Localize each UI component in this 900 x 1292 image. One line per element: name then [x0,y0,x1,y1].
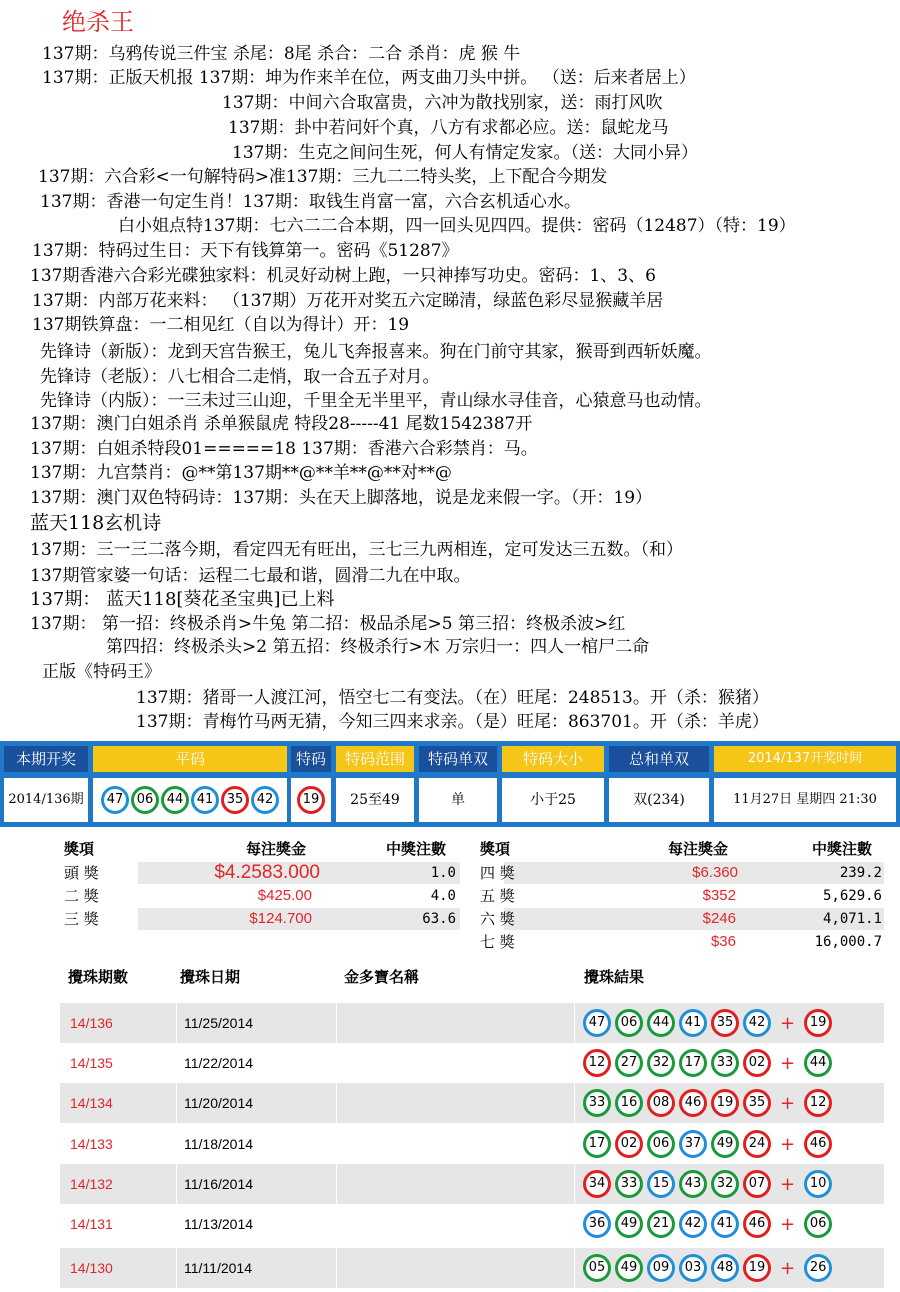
text-line: 137期：中间六合取富贵，六冲为散找别家，送：雨打风吹 [222,93,663,113]
lottery-ball: 42 [251,786,279,814]
prize-header-amount: 每注獎金 [668,840,729,858]
lottery-ball: 46 [679,1089,707,1117]
lottery-ball: 33 [615,1170,643,1198]
results-balls [581,1130,834,1158]
text-line: 137期：猪哥一人渡江河，悟空七二有变法。（在）旺尾：248513。开（杀：猴猪） [136,688,769,708]
lottery-ball: 35 [743,1089,771,1117]
lottery-ball: 35 [221,786,249,814]
results-balls [581,1210,834,1238]
draw-special-ball [291,778,331,822]
results-header-result: 攪珠結果 [584,968,645,986]
column-divider [336,1248,337,1288]
column-divider [176,1003,177,1043]
lottery-ball: 08 [647,1089,675,1117]
lottery-ball: 06 [647,1130,675,1158]
results-date: 11/18/2014 [184,1136,254,1152]
results-date: 11/11/2014 [184,1260,252,1276]
lottery-ball: 32 [711,1170,739,1198]
draw-sum: 双(234) [609,778,709,822]
draw-header: 总和单双 [609,746,709,772]
results-date: 11/16/2014 [184,1176,254,1192]
draw-range: 25至49 [336,778,414,822]
results-issue: 14/132 [70,1176,113,1192]
plus-icon: + [780,1012,796,1034]
draw-header: 本期开奖 [4,746,88,772]
lottery-ball: 06 [615,1009,643,1037]
plus-icon: + [780,1052,796,1074]
prize-amount: $246 [702,910,736,927]
column-divider [336,1083,337,1123]
prize-header-item: 獎項 [64,840,95,858]
column-divider [336,1204,337,1244]
prize-header-count: 中獎注數 [386,840,447,858]
text-line: 137期：香港一句定生肖！137期：取钱生肖富一富，六合玄机适心水。 [40,192,581,212]
text-line: 137期管家婆一句话：运程二七最和谐，圆滑二九在中取。 [30,566,471,586]
plus-icon: + [780,1257,796,1279]
column-divider [336,1124,337,1164]
text-line: 137期：九宫禁肖：@**第137期**@**羊**@**对**@ [30,463,452,483]
text-line: 137期：卦中若问奸个真，八方有求都必应。送：鼠蛇龙马 [228,118,669,138]
lottery-ball: 24 [743,1130,771,1158]
lottery-ball: 47 [101,786,129,814]
column-divider [176,1164,177,1204]
results-balls [581,1170,834,1198]
results-balls [581,1089,834,1117]
results-row [60,1043,884,1083]
lottery-ball: 02 [743,1049,771,1077]
text-line: 137期： 第一招：终极杀肖>牛兔 第二招：极品杀尾>5 第三招：终极杀波>红 [30,614,626,634]
lottery-ball: 09 [647,1254,675,1282]
lottery-ball: 47 [583,1009,611,1037]
results-row [60,1083,884,1123]
lottery-ball: 07 [743,1170,771,1198]
text-line: 137期铁算盘：一二相见红（自以为得计）开：19 [32,315,410,335]
prize-amount: $36 [710,933,736,950]
column-divider [336,1003,337,1043]
results-date: 11/25/2014 [184,1015,254,1031]
text-line: 137期：特码过生日：天下有钱算第一。密码《51287》 [32,241,459,261]
text-line: 白小姐点特137期：七六二二合本期，四一回头见四四。提供：密码（12487）（特：19） [118,216,796,236]
results-date: 11/22/2014 [184,1055,254,1071]
results-issue: 14/134 [70,1095,113,1111]
results-header-issue: 攪珠期數 [68,968,129,986]
lottery-ball: 44 [161,786,189,814]
page-title: 绝杀王 [62,8,134,36]
text-line: 137期：澳门白姐杀肖 杀单猴鼠虎 特段28-----41 尾数1542387开 [30,414,533,434]
prize-count: 1.0 [430,865,456,881]
column-divider [176,1124,177,1164]
results-row [60,1003,884,1043]
lottery-ball: 21 [647,1210,675,1238]
lottery-ball: 41 [191,786,219,814]
draw-time: 11月27日 星期四 21:30 [714,778,896,822]
draw-regular-balls [93,778,287,822]
prize-name: 四 獎 [480,864,515,882]
lottery-ball: 32 [647,1049,675,1077]
prize-count: 63.6 [422,911,456,927]
draw-table [0,741,900,827]
column-divider [176,1083,177,1123]
prize-name: 五 獎 [480,887,515,905]
lottery-ball: 36 [583,1210,611,1238]
lottery-ball: 05 [583,1254,611,1282]
lottery-ball: 42 [679,1210,707,1238]
draw-header: 特码单双 [419,746,497,772]
lottery-ball: 03 [679,1254,707,1282]
results-row [60,1124,884,1164]
column-divider [574,1083,575,1123]
plus-icon: + [780,1133,796,1155]
prize-amount: $352 [702,887,736,904]
prize-count: 239.2 [839,865,882,881]
text-line: 第四招：终极杀头>2 第五招：终极杀行>木 万宗归一：四人一棺尸二命 [106,637,650,657]
text-line: 137期：正版天机报 137期：坤为作来羊在位，两支曲刀头中拼。 （送：后来者居上） [42,68,696,88]
lottery-ball: 17 [583,1130,611,1158]
draw-header: 特码 [291,746,331,772]
prize-header-count: 中獎注數 [812,840,873,858]
prize-name: 頭 獎 [64,864,99,882]
lottery-ball: 12 [804,1089,832,1117]
lottery-ball: 16 [615,1089,643,1117]
results-balls [581,1009,834,1037]
lottery-ball: 44 [647,1009,675,1037]
lottery-ball: 37 [679,1130,707,1158]
column-divider [574,1204,575,1244]
text-line: 蓝天118玄机诗 [30,512,162,534]
prize-count: 4,071.1 [822,911,882,927]
text-line: 先锋诗（老版）：八七相合二走悄，取一合五子对月。 [40,367,440,387]
lottery-ball: 02 [615,1130,643,1158]
results-header-jackpot: 金多寶名稱 [344,968,420,986]
column-divider [574,1164,575,1204]
lottery-ball: 49 [615,1210,643,1238]
column-divider [574,1003,575,1043]
lottery-ball: 26 [804,1254,832,1282]
text-line: 137期：乌鸦传说三件宝 杀尾：8尾 杀合：二合 杀肖：虎 猴 牛 [42,44,521,64]
column-divider [336,1043,337,1083]
prize-amount: $4.2583.000 [214,862,320,883]
lottery-ball: 48 [711,1254,739,1282]
lottery-ball: 06 [804,1210,832,1238]
lottery-ball: 46 [804,1130,832,1158]
lottery-ball: 33 [711,1049,739,1077]
results-row [60,1164,884,1204]
results-balls [581,1049,834,1077]
draw-odd-even: 单 [419,778,497,822]
lottery-ball: 33 [583,1089,611,1117]
prize-name: 六 獎 [480,910,515,928]
column-divider [176,1204,177,1244]
results-issue: 14/136 [70,1015,113,1031]
draw-header: 特码范围 [336,746,414,772]
lottery-ball: 19 [804,1009,832,1037]
plus-icon: + [780,1213,796,1235]
prize-amount: $6.360 [692,864,738,881]
lottery-ball: 49 [615,1254,643,1282]
draw-header: 特码大小 [502,746,604,772]
prize-amount: $124.700 [249,910,312,927]
results-issue: 14/133 [70,1136,113,1152]
lottery-ball: 41 [679,1009,707,1037]
text-line: 137期： 蓝天118[葵花圣宝典]已上料 [30,589,335,610]
text-line: 137期：六合彩<一句解特码>准137期：三九二二特头奖，上下配合今期发 [38,167,608,187]
text-line: 137期：青梅竹马两无猜，今知三四来求亲。（是）旺尾：863701。开（杀：羊虎） [136,712,769,732]
prize-header-item: 獎項 [480,840,511,858]
results-row [60,1248,884,1288]
column-divider [574,1043,575,1083]
column-divider [574,1248,575,1288]
lottery-ball: 35 [711,1009,739,1037]
lottery-ball: 10 [804,1170,832,1198]
prize-count: 5,629.6 [822,888,882,904]
column-divider [176,1248,177,1288]
plus-icon: + [780,1092,796,1114]
lottery-ball: 15 [647,1170,675,1198]
text-line: 137期香港六合彩光碟独家料：机灵好动树上跑，一只神捧写功史。密码：1、3、6 [30,266,656,286]
lottery-ball: 43 [679,1170,707,1198]
lottery-ball: 19 [297,786,325,814]
lottery-ball: 46 [743,1210,771,1238]
results-header-date: 攪珠日期 [180,968,241,986]
results-date: 11/13/2014 [184,1216,254,1232]
prize-count: 16,000.7 [814,934,882,950]
results-issue: 14/131 [70,1216,113,1232]
prize-name: 三 獎 [64,910,99,928]
draw-header: 平码 [93,746,287,772]
text-line: 137期：三一三二落今期，看定四无有旺出，三七三九两相连，定可发达三五数。（和） [30,540,683,560]
plus-icon: + [780,1173,796,1195]
column-divider [176,1043,177,1083]
lottery-ball: 19 [711,1089,739,1117]
results-issue: 14/130 [70,1260,113,1276]
prize-name: 二 獎 [64,887,99,905]
lottery-ball: 41 [711,1210,739,1238]
lottery-ball: 34 [583,1170,611,1198]
text-line: 正版《特码王》 [42,662,161,682]
draw-size: 小于25 [502,778,604,822]
text-line: 137期：内部万花来料： （137期）万花开对奖五六定睇清，绿蓝色彩尽显猴藏羊居 [32,291,664,311]
text-line: 先锋诗（内版）：一三未过三山迎，千里全无半里平，青山绿水寻佳音，心猿意马也动情。 [40,391,712,411]
lottery-ball: 44 [804,1049,832,1077]
results-issue: 14/135 [70,1055,113,1071]
results-balls [581,1254,834,1282]
lottery-ball: 19 [743,1254,771,1282]
prize-count: 4.0 [430,888,456,904]
column-divider [574,1124,575,1164]
lottery-ball: 49 [711,1130,739,1158]
results-row [60,1204,884,1244]
prize-name: 七 獎 [480,933,515,951]
lottery-ball: 17 [679,1049,707,1077]
text-line: 137期：生克之间问生死，何人有情定发家。（送：大同小异） [232,143,698,163]
text-line: 137期：澳门双色特码诗：137期：头在天上脚落地，说是龙来假一字。（开：19） [30,488,653,508]
results-date: 11/20/2014 [184,1095,254,1111]
text-line: 137期：白姐杀特段01=====18 137期：香港六合彩禁肖：马。 [30,439,538,459]
prize-amount: $425.00 [257,887,312,904]
lottery-ball: 27 [615,1049,643,1077]
draw-issue: 2014/136期 [4,778,88,822]
lottery-ball: 06 [131,786,159,814]
draw-header: 2014/137开奖时间 [714,746,896,772]
lottery-ball: 12 [583,1049,611,1077]
prize-header-amount: 每注獎金 [246,840,307,858]
lottery-ball: 42 [743,1009,771,1037]
text-line: 先锋诗（新版）：龙到天宫告猴王，兔儿飞奔报喜来。狗在门前守其家，猴哥到西斩妖魔。 [40,342,712,362]
column-divider [336,1164,337,1204]
